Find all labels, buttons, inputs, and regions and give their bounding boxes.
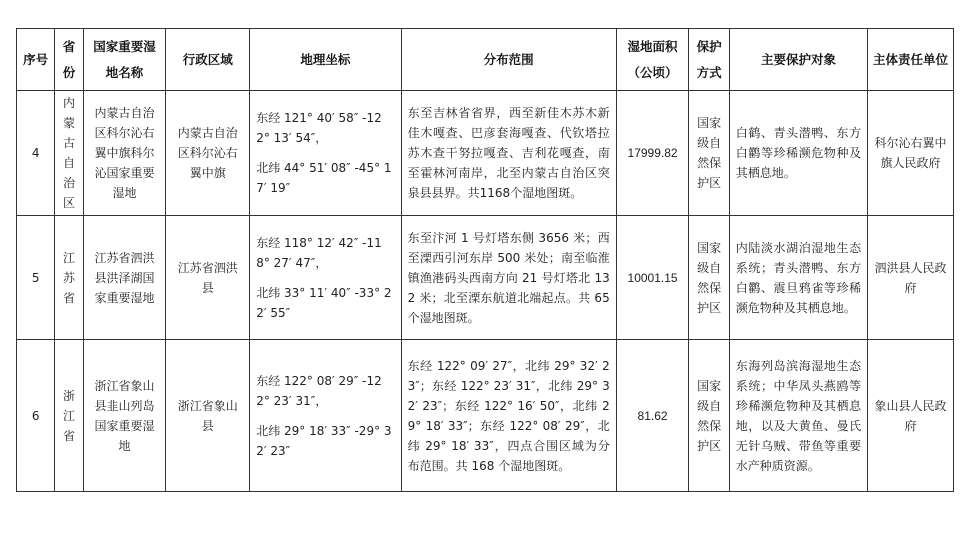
wetland-table (16, 28, 954, 492)
cell-region: 江苏省泗洪县 (166, 216, 250, 340)
header-targets: 主要保护对象 (729, 29, 867, 91)
header-province: 省份 (55, 29, 83, 91)
cell-responsible: 象山县人民政府 (868, 340, 954, 492)
cell-distribution: 东至汴河 1 号灯塔东侧 3656 米；西至溧西引河东岸 500 米处；南至临淮镇渔港码头西南方向 21 号灯塔北 132 米；北至溧东航道北端起点。共 65 个湿地图斑。 (401, 216, 616, 340)
cell-seq: 6 (17, 340, 55, 492)
coord-longitude: 东经 118° 12′ 42″ -118° 27′ 47″， (256, 235, 382, 270)
cell-name: 江苏省泗洪县洪泽湖国家重要湿地 (83, 216, 166, 340)
cell-coords (250, 216, 401, 340)
cell-area: 17999.82 (616, 91, 689, 216)
cell-protection: 国家级自然保护区 (689, 340, 729, 492)
cell-coords (250, 91, 401, 216)
cell-distribution: 东经 122° 09′ 27″，北纬 29° 32′ 23″；东经 122° 23′ 31″，北纬 29° 32′ 23″；东经 122° 16′ 50″，北纬 29° 18′ 33″；东经 122° 08′ 29″，北纬 29° 18′ 33″，四点合围区域为分布范围。共 168 个湿地图斑。 (401, 340, 616, 492)
header-responsible: 主体责任单位 (868, 29, 954, 91)
cell-province: 江苏省 (55, 216, 83, 340)
table-row (17, 216, 954, 340)
cell-seq: 4 (17, 91, 55, 216)
cell-province: 浙江省 (55, 340, 83, 492)
header-coords: 地理坐标 (250, 29, 401, 91)
coord-longitude: 东经 122° 08′ 29″ -122° 23′ 31″， (256, 373, 382, 408)
cell-targets: 东海列岛滨海湿地生态系统；中华凤头燕鸥等珍稀濒危物种及其栖息地，以及大黄鱼、曼氏无针乌贼、带鱼等重要水产种质资源。 (729, 340, 867, 492)
cell-name: 内蒙古自治区科尔沁右翼中旗科尔沁国家重要湿地 (83, 91, 166, 216)
cell-targets: 白鹤、青头潜鸭、东方白鹳等珍稀濒危物种及其栖息地。 (729, 91, 867, 216)
header-protection: 保护方式 (689, 29, 729, 91)
cell-responsible: 科尔沁右翼中旗人民政府 (868, 91, 954, 216)
cell-region: 浙江省象山县 (166, 340, 250, 492)
table-row (17, 91, 954, 216)
coord-latitude: 北纬 33° 11′ 40″ -33° 22′ 55″ (256, 285, 392, 320)
header-distribution: 分布范围 (401, 29, 616, 91)
header-seq: 序号 (17, 29, 55, 91)
cell-region: 内蒙古自治区科尔沁右翼中旗 (166, 91, 250, 216)
cell-province: 内蒙古自治区 (55, 91, 83, 216)
coord-latitude: 北纬 44° 51′ 08″ -45° 17′ 19″ (256, 161, 392, 195)
header-region: 行政区域 (166, 29, 250, 91)
cell-protection: 国家级自然保护区 (689, 91, 729, 216)
cell-area: 81.62 (616, 340, 689, 492)
cell-protection: 国家级自然保护区 (689, 216, 729, 340)
cell-targets: 内陆淡水湖泊湿地生态系统；青头潜鸭、东方白鹳、震旦鸦雀等珍稀濒危物种及其栖息地。 (729, 216, 867, 340)
cell-responsible: 泗洪县人民政府 (868, 216, 954, 340)
cell-name: 浙江省象山县韭山列岛国家重要湿地 (83, 340, 166, 492)
coord-latitude: 北纬 29° 18′ 33″ -29° 32′ 23″ (256, 423, 392, 458)
cell-coords (250, 340, 401, 492)
header-row (17, 29, 954, 91)
cell-distribution: 东至吉林省省界，西至新佳木苏木新佳木嘎查、巴彦套海嘎查、代钦塔拉苏木查干努拉嘎查、吉利花嘎查，南至霍林河南岸，北至内蒙古自治区突泉县县界。共1168个湿地图斑。 (401, 91, 616, 216)
cell-seq: 5 (17, 216, 55, 340)
coord-longitude: 东经 121° 40′ 58″ -122° 13′ 54″， (256, 111, 382, 145)
header-area: 湿地面积（公顷） (616, 29, 689, 91)
header-name: 国家重要湿地名称 (83, 29, 166, 91)
table-row (17, 340, 954, 492)
cell-area: 10001.15 (616, 216, 689, 340)
